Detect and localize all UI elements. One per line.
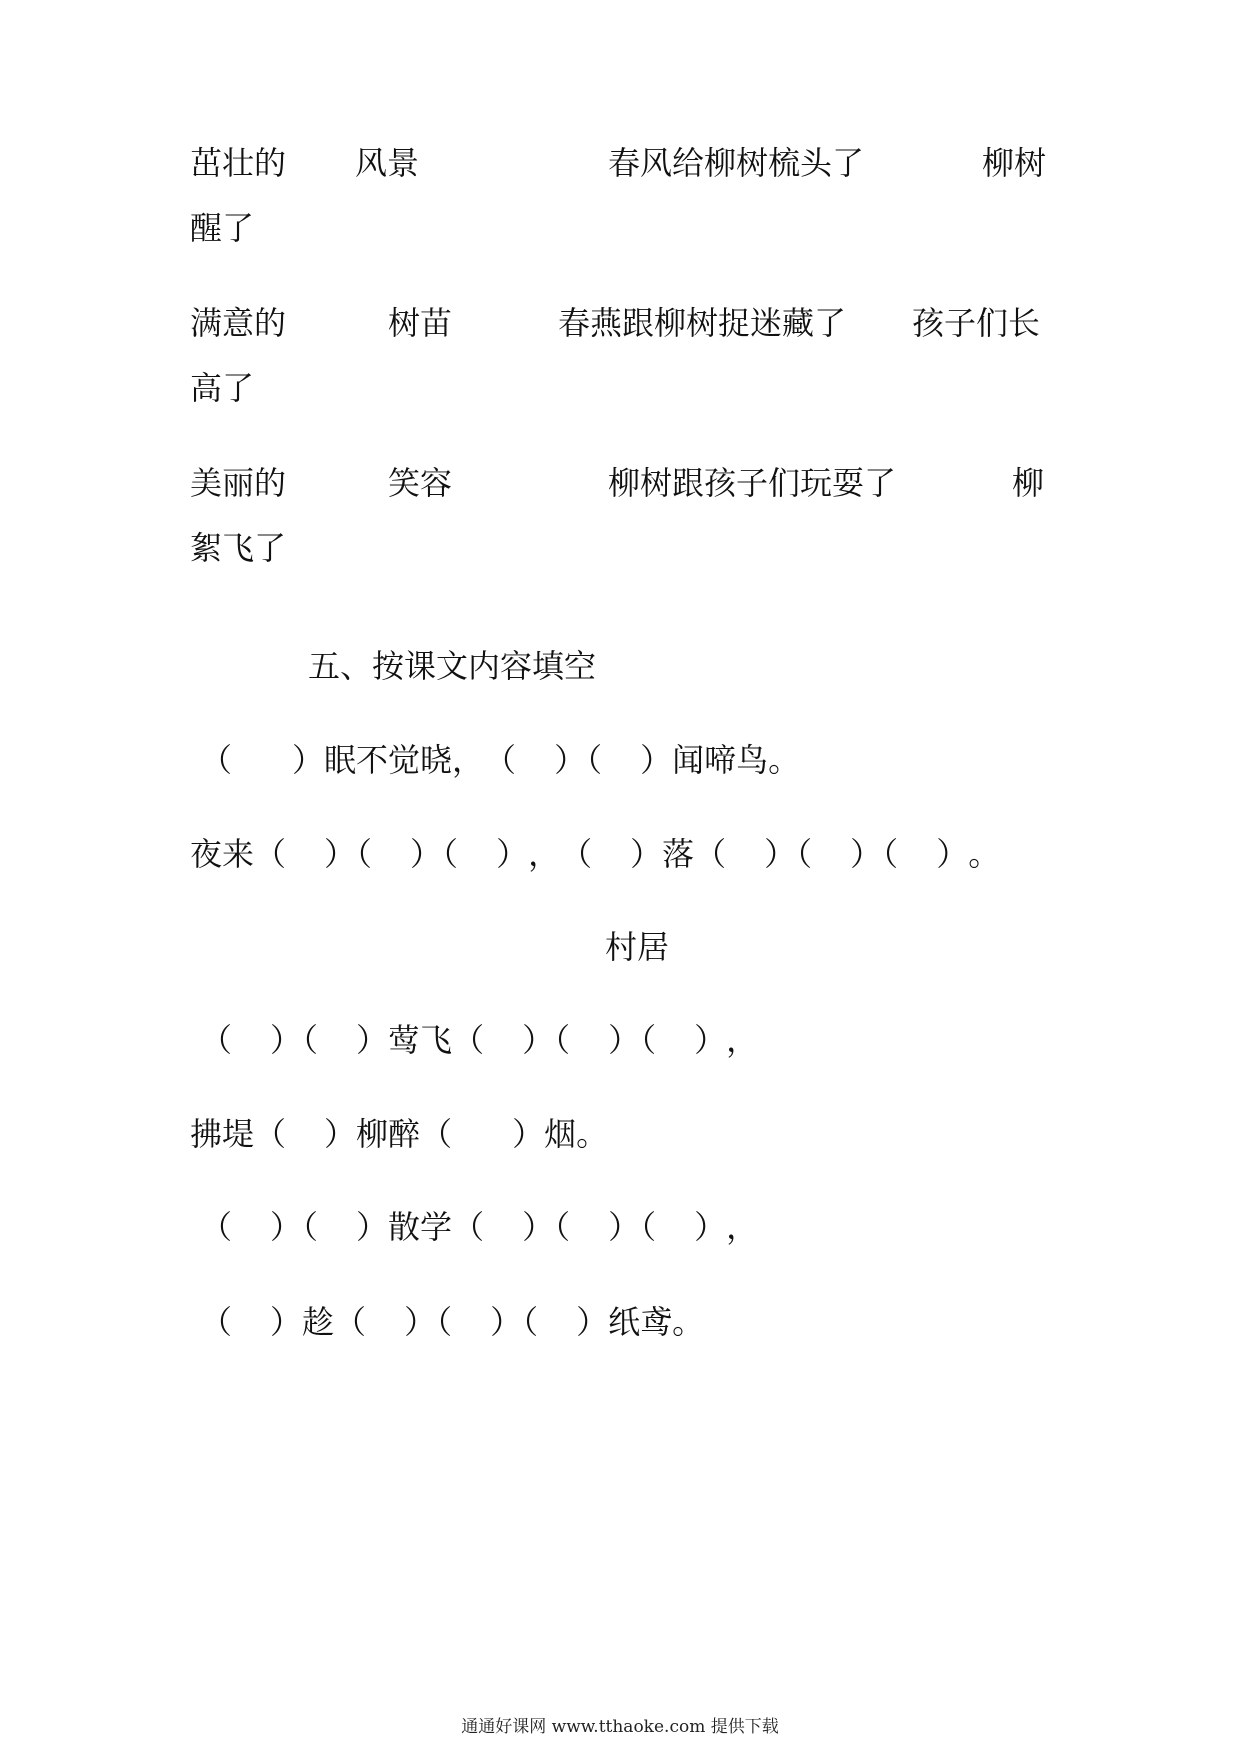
match-row-3-cont (190, 528, 286, 568)
page-footer: 通通好课网 www.tthaoke.com 提供下载 (461, 1717, 779, 1737)
match-noun: 风景 (355, 144, 420, 182)
match-row-2-cont (190, 368, 254, 408)
poem2-line4: （ ）趁（ ）（ ）（ ）纸鸢。 (200, 1303, 705, 1341)
match-adjective: 茁壮的 (190, 144, 287, 182)
poem1-line2: 夜来（ ）（ ）（ ），（ ）落（ ）（ ）（ ）。 (190, 835, 1001, 873)
poem-text: ， (726, 1021, 759, 1059)
poem-text: 烟。 (544, 1115, 609, 1153)
match-adjective: 美丽的 (190, 464, 287, 502)
poem-text: 夜来 (190, 835, 255, 873)
poem-text: ， (528, 835, 561, 873)
poem-text: 闻啼鸟。 (672, 741, 801, 779)
match-result: 孩子们长 (912, 304, 1041, 342)
poem2-line2: 拂堤（ ）柳醉（ ）烟。 (190, 1115, 609, 1153)
poem-text: ， (726, 1208, 759, 1246)
poem2-line1: （ ）（ ）莺飞（ ）（ ）（ ）， (200, 1021, 759, 1059)
poem-text: 莺飞 (388, 1021, 453, 1059)
match-noun: 树苗 (388, 304, 453, 342)
poem-text: 。 (968, 835, 1001, 873)
poem-text: 柳醉 (356, 1115, 421, 1153)
match-adjective: 满意的 (190, 304, 287, 342)
poem-text: 落 (662, 835, 695, 873)
match-result: 柳 (1012, 464, 1045, 502)
poem2-line3: （ ）（ ）散学（ ）（ ）（ ）， (200, 1208, 759, 1246)
match-result-cont: 高了 (190, 369, 255, 407)
match-result-cont: 絮飞了 (190, 529, 287, 567)
poem2-title: 村居 (605, 928, 670, 966)
poem-text: 眠不觉晓， (324, 741, 485, 779)
poem-text: 趁 (302, 1303, 335, 1341)
match-sentence: 春燕跟柳树捉迷藏了 (558, 304, 847, 342)
poem-text: 纸鸢。 (608, 1303, 705, 1341)
poem-text: 散学 (388, 1208, 453, 1246)
match-sentence: 柳树跟孩子们玩耍了 (608, 464, 897, 502)
match-result-cont: 醒了 (190, 209, 255, 247)
section-heading: 五、按课文内容填空 (308, 647, 597, 685)
match-result: 柳树 (982, 144, 1047, 182)
poem1-line1: （ ）眠不觉晓，（ ）（ ）闻啼鸟。 (200, 741, 801, 779)
match-sentence: 春风给柳树梳头了 (608, 144, 865, 182)
match-row-1-cont (190, 208, 254, 248)
match-noun: 笑容 (388, 464, 453, 502)
poem-text: 拂堤 (190, 1115, 255, 1153)
